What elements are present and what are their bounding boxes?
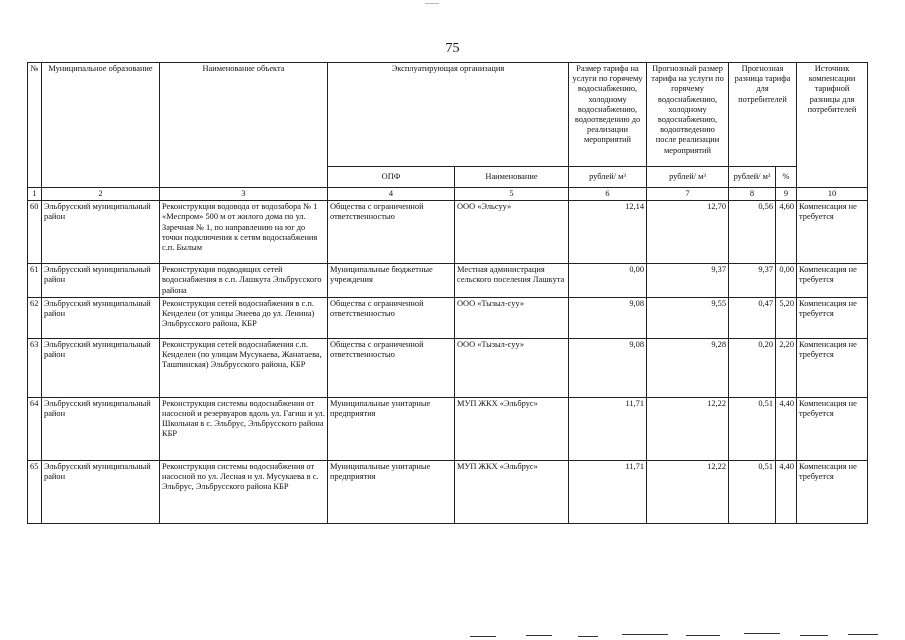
header-unit-forecast: рублей/ м³ xyxy=(647,167,729,188)
header-percent: % xyxy=(776,167,797,188)
row-operator-name: МУП ЖКХ «Эльбрус» xyxy=(455,460,569,523)
table-row xyxy=(28,460,868,523)
scan-mark xyxy=(686,635,720,636)
row-diff: 9,37 xyxy=(729,264,776,298)
column-number: 7 xyxy=(647,188,729,201)
row-diff: 0,51 xyxy=(729,460,776,523)
row-no: 63 xyxy=(28,338,42,397)
row-percent: 4,40 xyxy=(776,397,797,460)
row-object: Реконструкция системы водоснабжения от насосной по ул. Лесная и ул. Мусукаева в с. Эльбрус, Эльбрусского района КБР xyxy=(160,460,328,523)
scan-mark xyxy=(526,635,552,636)
row-tariff: 11,71 xyxy=(569,460,647,523)
row-source: Компенсация не требуется xyxy=(797,397,868,460)
row-diff: 0,51 xyxy=(729,397,776,460)
row-source: Компенсация не требуется xyxy=(797,201,868,264)
column-number: 4 xyxy=(328,188,455,201)
row-percent: 0,00 xyxy=(776,264,797,298)
header-opf: ОПФ xyxy=(328,167,455,188)
table-row xyxy=(28,264,868,298)
row-tariff: 9,08 xyxy=(569,338,647,397)
row-tariff: 12,14 xyxy=(569,201,647,264)
row-source: Компенсация не требуется xyxy=(797,338,868,397)
column-number: 10 xyxy=(797,188,868,201)
row-operator-name: ООО «Тызыл-суу» xyxy=(455,338,569,397)
column-numbers-row xyxy=(28,188,868,201)
scan-mark xyxy=(744,633,780,634)
column-number: 6 xyxy=(569,188,647,201)
row-source: Компенсация не требуется xyxy=(797,297,868,338)
row-source: Компенсация не требуется xyxy=(797,264,868,298)
row-percent: 2,20 xyxy=(776,338,797,397)
row-opf: Общества с ограниченной ответственностью xyxy=(328,297,455,338)
row-opf: Муниципальные бюджетные учреждения xyxy=(328,264,455,298)
row-tariff: 0,00 xyxy=(569,264,647,298)
column-number: 5 xyxy=(455,188,569,201)
row-object: Реконструкция водовода от водозабора № 1 «Меспром» 500 м от жилого дома по ул. Заречная № 1, по направлению на юг до точки подключения к сетям водоснабжения с.п. Былым xyxy=(160,201,328,264)
header-operator: Эксплуатирующая организация xyxy=(328,63,569,167)
row-no: 64 xyxy=(28,397,42,460)
row-percent: 4,60 xyxy=(776,201,797,264)
row-municipality: Эльбрусский муниципальный район xyxy=(42,338,160,397)
column-number: 2 xyxy=(42,188,160,201)
row-opf: Общества с ограниченной ответственностью xyxy=(328,201,455,264)
header-source: Источник компенсации тарифной разницы для потребителей xyxy=(797,63,868,188)
column-number: 9 xyxy=(776,188,797,201)
table-row xyxy=(28,297,868,338)
row-forecast: 9,37 xyxy=(647,264,729,298)
row-object: Реконструкция сетей водоснабжения в с.п. Кенделен (от улицы Энеева до ул. Ленина) Эльбрусского района, КБР xyxy=(160,297,328,338)
row-tariff: 9,08 xyxy=(569,297,647,338)
row-percent: 4,40 xyxy=(776,460,797,523)
row-forecast: 9,28 xyxy=(647,338,729,397)
row-no: 60 xyxy=(28,201,42,264)
row-forecast: 9,55 xyxy=(647,297,729,338)
row-diff: 0,20 xyxy=(729,338,776,397)
row-municipality: Эльбрусский муниципальный район xyxy=(42,297,160,338)
row-object: Реконструкция сетей водоснабжения с.п. Кенделен (по улицам Мусукаева, Жанатаева, Ташпинская) Эльбрусского района, КБР xyxy=(160,338,328,397)
row-percent: 5,20 xyxy=(776,297,797,338)
row-opf: Общества с ограниченной ответственностью xyxy=(328,338,455,397)
row-diff: 0,47 xyxy=(729,297,776,338)
row-no: 62 xyxy=(28,297,42,338)
row-operator-name: ООО «Эльсуу» xyxy=(455,201,569,264)
scan-mark xyxy=(425,3,439,4)
row-diff: 0,56 xyxy=(729,201,776,264)
tariff-table xyxy=(27,62,868,524)
row-tariff: 11,71 xyxy=(569,397,647,460)
scan-mark xyxy=(622,634,668,635)
scan-mark xyxy=(578,636,598,637)
table-row xyxy=(28,201,868,264)
header-forecast-diff: Прогнозная разница тарифа для потребителей xyxy=(729,63,797,167)
row-forecast: 12,70 xyxy=(647,201,729,264)
header-name: Наименование xyxy=(455,167,569,188)
scan-mark xyxy=(848,634,878,635)
row-object: Реконструкция системы водоснабжения от насосной и резервуаров вдоль ул. Гагиш и ул. Школьная в с. Эльбрус, Эльбрусского района КБР xyxy=(160,397,328,460)
scan-mark xyxy=(470,636,496,637)
row-operator-name: ООО «Тызыл-суу» xyxy=(455,297,569,338)
row-municipality: Эльбрусский муниципальный район xyxy=(42,264,160,298)
row-municipality: Эльбрусский муниципальный район xyxy=(42,397,160,460)
row-no: 65 xyxy=(28,460,42,523)
row-opf: Муниципальные унитарные предприятия xyxy=(328,397,455,460)
column-number: 8 xyxy=(729,188,776,201)
page-number: 75 xyxy=(445,41,460,56)
row-operator-name: МУП ЖКХ «Эльбрус» xyxy=(455,397,569,460)
header-tariff: Размер тарифа на услуги по горячему водоснабжению, холодному водоснабжению, водоотведению до реализации мероприятий xyxy=(569,63,647,167)
table-row xyxy=(28,338,868,397)
row-municipality: Эльбрусский муниципальный район xyxy=(42,201,160,264)
table-row xyxy=(28,397,868,460)
row-source: Компенсация не требуется xyxy=(797,460,868,523)
row-forecast: 12,22 xyxy=(647,397,729,460)
column-number: 3 xyxy=(160,188,328,201)
header-forecast-tariff: Прогнозный размер тарифа на услуги по горячему водоснабжению, холодному водоснабжению, водоотведению после реализации мероприятий xyxy=(647,63,729,167)
header-no: № xyxy=(28,63,42,188)
scan-mark xyxy=(800,635,828,636)
row-operator-name: Местная администрация сельского поселения Лашкута xyxy=(455,264,569,298)
row-no: 61 xyxy=(28,264,42,298)
row-object: Реконструкция подводящих сетей водоснабжения в с.п. Лашкута Эльбрусского района xyxy=(160,264,328,298)
header-municipality: Муниципальное образование xyxy=(42,63,160,188)
row-opf: Муниципальные унитарные предприятия xyxy=(328,460,455,523)
column-number: 1 xyxy=(28,188,42,201)
header-object: Наименование объекта xyxy=(160,63,328,188)
header-unit-tariff: рублей/ м³ xyxy=(569,167,647,188)
header-unit-diff: рублей/ м³ xyxy=(729,167,776,188)
row-forecast: 12,22 xyxy=(647,460,729,523)
row-municipality: Эльбрусский муниципальный район xyxy=(42,460,160,523)
